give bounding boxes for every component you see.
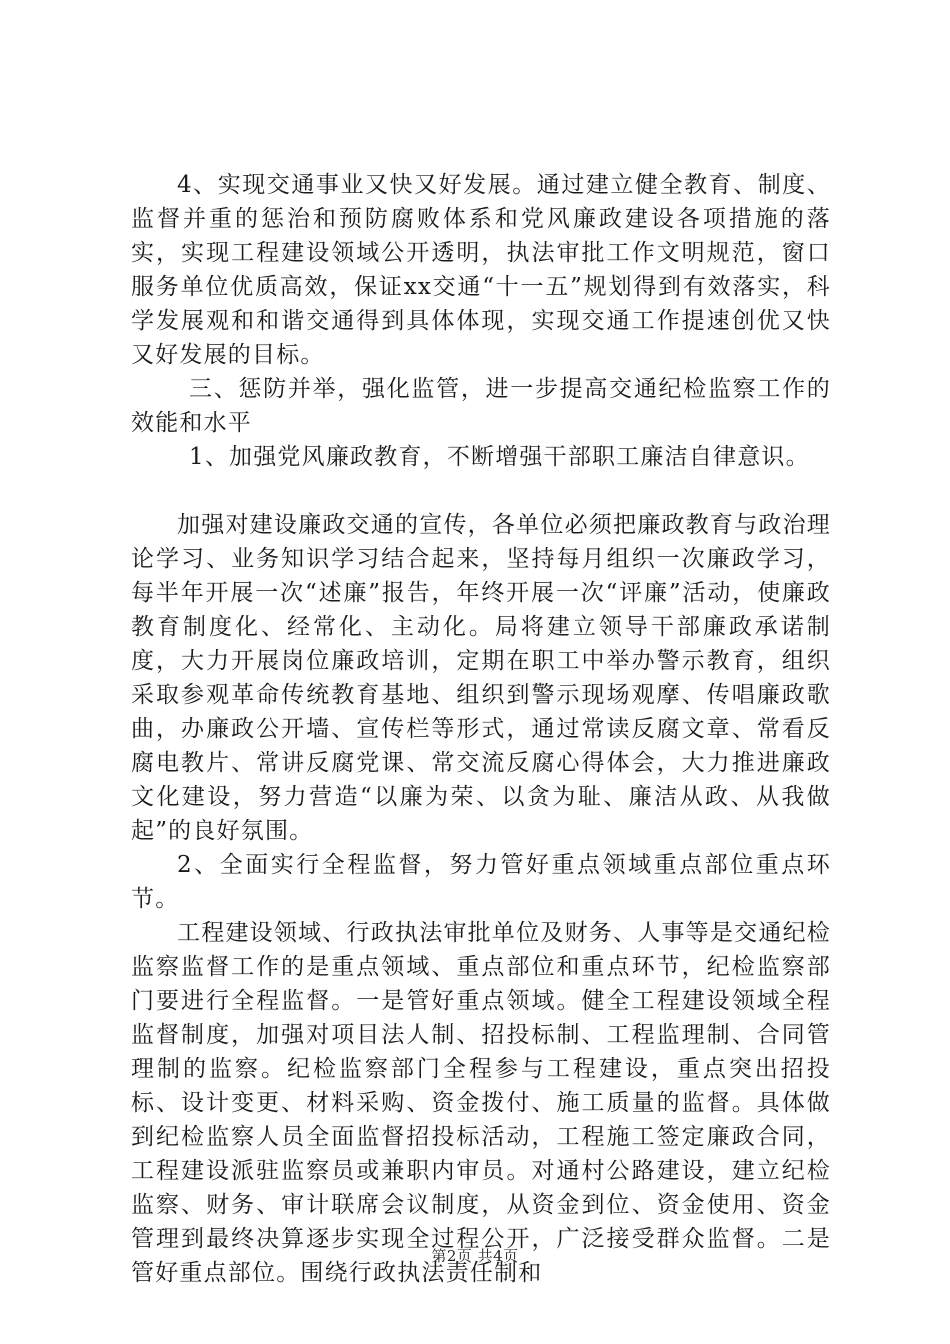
document-body (131, 168, 831, 1290)
paragraph-spacer (131, 474, 831, 508)
paragraph-goal-4: 4、实现交通事业又快又好发展。通过建立健全教育、制度、监督并重的惩治和预防腐败体系和党风廉政建设各项措施的落实，实现工程建设领域公开透明，执法审批工作文明规范，窗口服务单位优质高效，保证xx交通“十一五”规划得到有效落实，科学发展观和和谐交通得到具体体现，实现交通工作提速创优又快又好发展的目标。 (131, 172, 831, 368)
paragraph-supervision: 工程建设领域、行政执法审批单位及财务、人事等是交通纪检监察监督工作的是重点领域、重点部位和重点环节，纪检监察部门要进行全程监督。一是管好重点领域。健全工程建设领域全程监督制度，加强对项目法人制、招投标制、工程监理制、合同管理制的监察。纪检监察部门全程参与工程建设，重点突出招投标、设计变更、材料采购、资金拨付、施工质量的监督。具体做到纪检监察人员全面监督招投标活动，工程施工签定廉政合同，工程建设派驻监察员或兼职内审员。对通村公路建设，建立纪检监察、财务、审计联席会议制度，从资金到位、资金使用、资金管理到最终决算逐步实现全过程公开，广泛接受群众监督。二是管好重点部位。围绕行政执法责任制和 (131, 920, 831, 1286)
subheading-1: 1、加强党风廉政教育，不断增强干部职工廉洁自律意识。 (189, 444, 810, 470)
section-heading-3: 三、惩防并举，强化监管，进一步提高交通纪检监察工作的效能和水平 (131, 376, 831, 436)
subheading-2: 2、全面实行全程监督，努力管好重点领域重点部位重点环节。 (131, 852, 831, 912)
paragraph-education: 加强对建设廉政交通的宣传，各单位必须把廉政教育与政治理论学习、业务知识学习结合起来，坚持每月组织一次廉政学习，每半年开展一次“述廉”报告，年终开展一次“评廉”活动，使廉政教育制度化、经常化、主动化。局将建立领导干部廉政承诺制度，大力开展岗位廉政培训，定期在职工中举办警示教育，组织采取参观革命传统教育基地、组织到警示现场观摩、传唱廉政歌曲，办廉政公开墙、宣传栏等形式，通过常读反腐文章、常看反腐电教片、常讲反腐党课、常交流反腐心得体会，大力推进廉政文化建设，努力营造“以廉为荣、以贪为耻、廉洁从政、从我做起”的良好氛围。 (131, 512, 831, 844)
page-footer: 第2页 共4页 (431, 1247, 519, 1265)
